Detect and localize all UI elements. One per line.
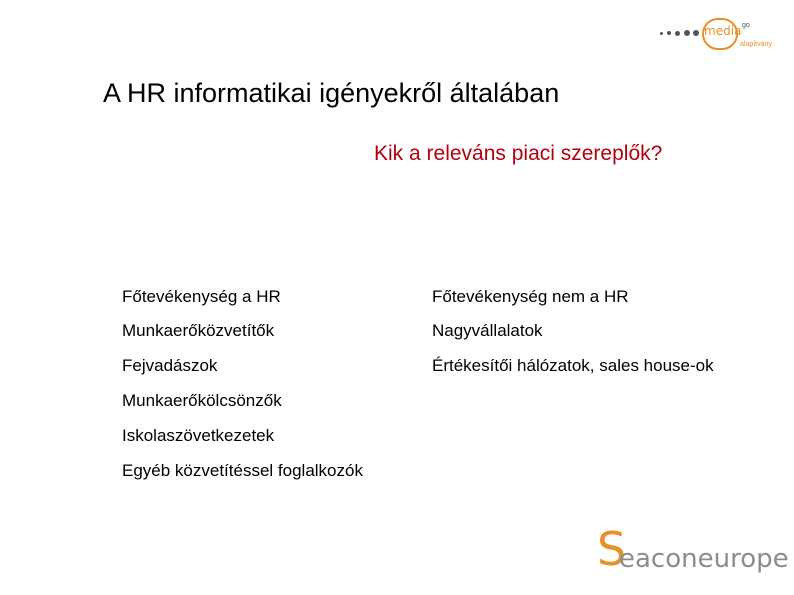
logo-dot xyxy=(675,31,680,36)
left-list-item: Iskolaszövetkezetek xyxy=(122,426,275,445)
seaconeurope-logo xyxy=(597,522,789,582)
logo-dot xyxy=(693,30,699,36)
media-go-logo xyxy=(660,14,770,62)
logo-s-mark: S xyxy=(597,522,627,576)
right-column xyxy=(432,287,714,391)
right-list-item: Nagyvállalatok xyxy=(432,321,543,340)
logo-alapitvany-text: alapítvány xyxy=(740,41,772,48)
logo-dot xyxy=(684,30,690,36)
logo-brand-text: eaconeurope xyxy=(619,544,789,574)
right-column-heading: Főtevékenység nem a HR xyxy=(432,287,629,306)
left-column-heading: Főtevékenység a HR xyxy=(122,287,281,306)
logo-media-text: media xyxy=(704,24,742,38)
page-title: A HR informatikai igényekről általában xyxy=(103,78,560,108)
left-column xyxy=(122,287,363,496)
logo-dot xyxy=(660,32,663,35)
left-list-item: Munkaerőkölcsönzők xyxy=(122,391,282,410)
left-list-item: Fejvadászok xyxy=(122,356,218,375)
right-list-item: Értékesítői hálózatok, sales house-ok xyxy=(432,356,714,375)
logo-dot xyxy=(667,31,671,35)
left-list-item: Munkaerőközvetítők xyxy=(122,321,275,340)
logo-go-text: go xyxy=(742,22,750,29)
page-subtitle: Kik a releváns piaci szereplők? xyxy=(374,142,663,165)
left-list-item: Egyéb közvetítéssel foglalkozók xyxy=(122,461,363,480)
